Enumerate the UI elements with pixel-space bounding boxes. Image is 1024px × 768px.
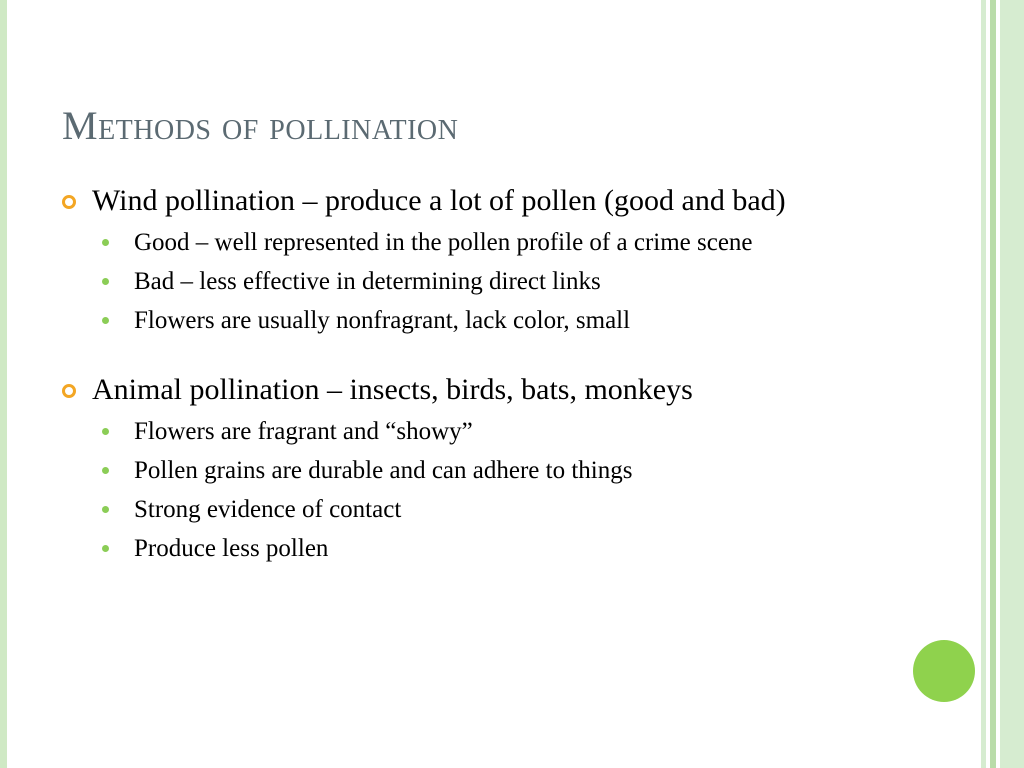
- sub-bullet: [102, 227, 872, 259]
- bullet-animal-pollination: [62, 372, 872, 408]
- dot-bullet-icon: [102, 506, 109, 513]
- sub-bullet: [102, 305, 872, 337]
- dot-bullet-icon: [102, 278, 109, 285]
- sub-bullet-text: Good – well represented in the pollen profile of a crime scene: [134, 229, 753, 256]
- left-border-stripe: [0, 0, 7, 768]
- sub-bullet-list: [62, 227, 872, 337]
- ring-bullet-icon: [62, 195, 76, 209]
- slide-body: [62, 183, 872, 572]
- dot-bullet-icon: [102, 239, 109, 246]
- sub-bullet-text: Pollen grains are durable and can adhere to things: [134, 457, 633, 484]
- ring-bullet-icon: [62, 384, 76, 398]
- sub-bullet-list: [62, 416, 872, 565]
- bullet-wind-pollination: [62, 183, 872, 219]
- sub-bullet-text: Bad – less effective in determining direct links: [134, 268, 601, 295]
- sub-bullet-text: Flowers are fragrant and “showy”: [134, 418, 473, 445]
- dot-bullet-icon: [102, 317, 109, 324]
- sub-bullet: [102, 494, 872, 526]
- slide-title: Methods of pollination: [62, 103, 459, 148]
- right-border-stripes: [978, 0, 1024, 768]
- sub-bullet-text: Strong evidence of contact: [134, 496, 402, 523]
- dot-bullet-icon: [102, 467, 109, 474]
- sub-bullet: [102, 266, 872, 298]
- decorative-green-circle: [913, 640, 975, 702]
- sub-bullet: [102, 455, 872, 487]
- dot-bullet-icon: [102, 428, 109, 435]
- sub-bullet: [102, 416, 872, 448]
- sub-bullet: [102, 533, 872, 565]
- bullet-text: Wind pollination – produce a lot of pollen (good and bad): [92, 184, 786, 217]
- sub-bullet-text: Flowers are usually nonfragrant, lack color, small: [134, 307, 631, 334]
- dot-bullet-icon: [102, 545, 109, 552]
- sub-bullet-text: Produce less pollen: [134, 535, 329, 562]
- bullet-text: Animal pollination – insects, birds, bats, monkeys: [92, 373, 693, 406]
